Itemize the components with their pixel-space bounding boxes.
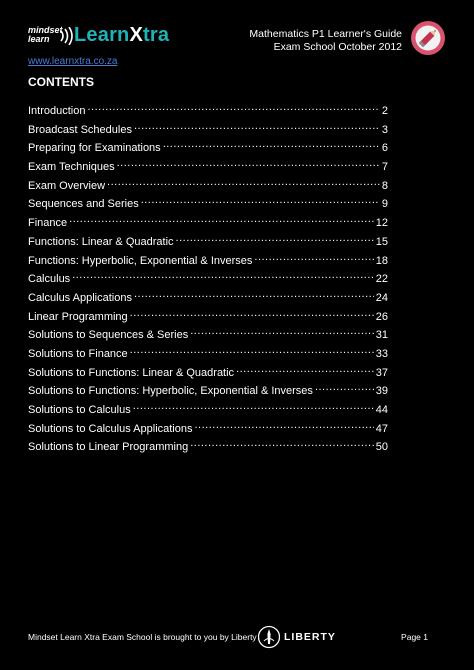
toc-entry-page: 26 — [375, 310, 388, 323]
guide-title-line2: Exam School October 2012 — [273, 41, 402, 53]
toc-dot-leader — [163, 138, 380, 151]
toc-entry-label: Solutions to Calculus — [28, 404, 131, 416]
toc-entry[interactable] — [28, 176, 388, 195]
toc-entry[interactable] — [28, 288, 388, 307]
toc-entry-label: Broadcast Schedules — [28, 123, 132, 136]
toc-entry[interactable] — [28, 325, 388, 344]
toc-entry-label: Introduction — [28, 105, 86, 117]
toc-entry[interactable] — [28, 251, 388, 270]
toc-entry-page: 47 — [375, 422, 388, 435]
toc-entry[interactable] — [28, 307, 388, 326]
toc-entry-page: 31 — [375, 329, 388, 342]
toc-entry-page: 8 — [381, 179, 388, 192]
toc-dot-leader — [190, 325, 374, 338]
toc-dot-leader — [87, 101, 379, 114]
toc-entry-page: 15 — [375, 235, 388, 248]
toc-entry-label: Functions: Hyperbolic, Exponential & Inverses — [28, 254, 253, 267]
toc-dot-leader — [134, 120, 380, 133]
guide-title — [249, 28, 402, 54]
learnxtra-wordmark — [74, 24, 169, 47]
toc-dot-leader — [134, 288, 374, 301]
toc-entry-label: Preparing for Examinations — [28, 142, 161, 155]
toc-entry-label: Exam Overview — [28, 179, 106, 192]
toc-dot-leader — [117, 157, 380, 170]
toc-entry[interactable] — [28, 363, 388, 382]
toc-entry-label: Calculus — [28, 273, 71, 286]
toc-entry[interactable] — [28, 194, 388, 213]
website-link[interactable]: www.learnxtra.co.za — [28, 56, 118, 67]
liberty-logo — [258, 624, 336, 650]
toc-entry-label: Exam Techniques — [28, 161, 115, 174]
toc-dot-leader — [141, 194, 380, 207]
toc-entry-label: Solutions to Functions: Hyperbolic, Exponential & Inverses — [28, 385, 313, 398]
toc-entry-page: 6 — [381, 142, 388, 155]
guide-title-line1: Mathematics P1 Learner's Guide — [249, 28, 402, 40]
toc-entry[interactable] — [28, 381, 388, 400]
toc-entry[interactable] — [28, 269, 388, 288]
toc-entry[interactable] — [28, 120, 388, 139]
toc-entry-page: 12 — [375, 217, 388, 230]
toc-entry-page: 33 — [375, 347, 388, 360]
toc-dot-leader — [190, 437, 374, 450]
toc-dot-leader — [315, 381, 374, 394]
toc-dot-leader — [107, 176, 380, 189]
toc-entry-page: 2 — [381, 105, 388, 117]
toc-entry-label: Solutions to Linear Programming — [28, 441, 189, 454]
toc-entry-label: Solutions to Functions: Linear & Quadratic — [28, 366, 235, 379]
toc-entry-page: 9 — [381, 198, 388, 211]
footer-sponsor-text: Mindset Learn Xtra Exam School is brought to you by Liberty — [28, 632, 257, 642]
toc-entry-page: 24 — [375, 291, 388, 304]
toc-entry[interactable] — [28, 400, 388, 419]
toc-entry[interactable] — [28, 101, 388, 120]
toc-entry-page: 7 — [381, 161, 388, 174]
page-number: Page 1 — [401, 632, 428, 642]
toc-entry-page: 37 — [375, 366, 388, 379]
logo-tra-text: tra — [143, 24, 170, 46]
pencil-icon — [410, 20, 446, 56]
toc-entry-page: 22 — [375, 273, 388, 286]
toc-dot-leader — [130, 344, 374, 357]
toc-dot-leader — [72, 269, 374, 282]
logo-learn-small-text: learn — [28, 34, 50, 44]
signal-waves-icon — [58, 27, 74, 45]
toc-entry[interactable] — [28, 157, 388, 176]
toc-dot-leader — [254, 251, 373, 264]
toc-dot-leader — [176, 232, 374, 245]
toc-entry[interactable] — [28, 232, 388, 251]
toc-entry-label: Functions: Linear & Quadratic — [28, 235, 174, 248]
page-footer — [0, 618, 474, 654]
toc-entry[interactable] — [28, 213, 388, 232]
logo-learn-text: Learn — [74, 24, 130, 46]
toc-dot-leader — [69, 213, 374, 226]
toc-dot-leader — [133, 400, 374, 413]
learnxtra-logo[interactable] — [28, 24, 188, 54]
toc-entry-page: 50 — [375, 441, 388, 454]
toc-dot-leader — [236, 363, 374, 376]
toc-entry-label: Sequences and Series — [28, 198, 139, 211]
toc-entry-label: Finance — [28, 217, 68, 230]
logo-mindset-text: mindset — [28, 25, 63, 35]
toc-entry-label: Calculus Applications — [28, 291, 132, 304]
toc-entry-page: 39 — [375, 385, 388, 398]
toc-entry-label: Solutions to Finance — [28, 347, 128, 360]
table-of-contents — [28, 101, 388, 456]
liberty-wordmark: LIBERTY — [284, 631, 336, 643]
toc-entry[interactable] — [28, 437, 388, 456]
logo-x-text: X — [129, 24, 144, 46]
toc-entry-page: 44 — [375, 404, 388, 416]
toc-entry-label: Solutions to Sequences & Series — [28, 329, 189, 342]
toc-entry-page: 3 — [381, 123, 388, 136]
toc-entry-label: Linear Programming — [28, 310, 128, 323]
toc-entry[interactable] — [28, 344, 388, 363]
toc-dot-leader — [130, 307, 374, 320]
toc-dot-leader — [194, 419, 373, 432]
contents-heading: CONTENTS — [28, 75, 94, 89]
toc-entry-label: Solutions to Calculus Applications — [28, 422, 193, 435]
liberty-emblem-icon — [258, 625, 280, 649]
toc-entry-page: 18 — [375, 254, 388, 267]
toc-entry[interactable] — [28, 419, 388, 438]
toc-entry[interactable] — [28, 138, 388, 157]
